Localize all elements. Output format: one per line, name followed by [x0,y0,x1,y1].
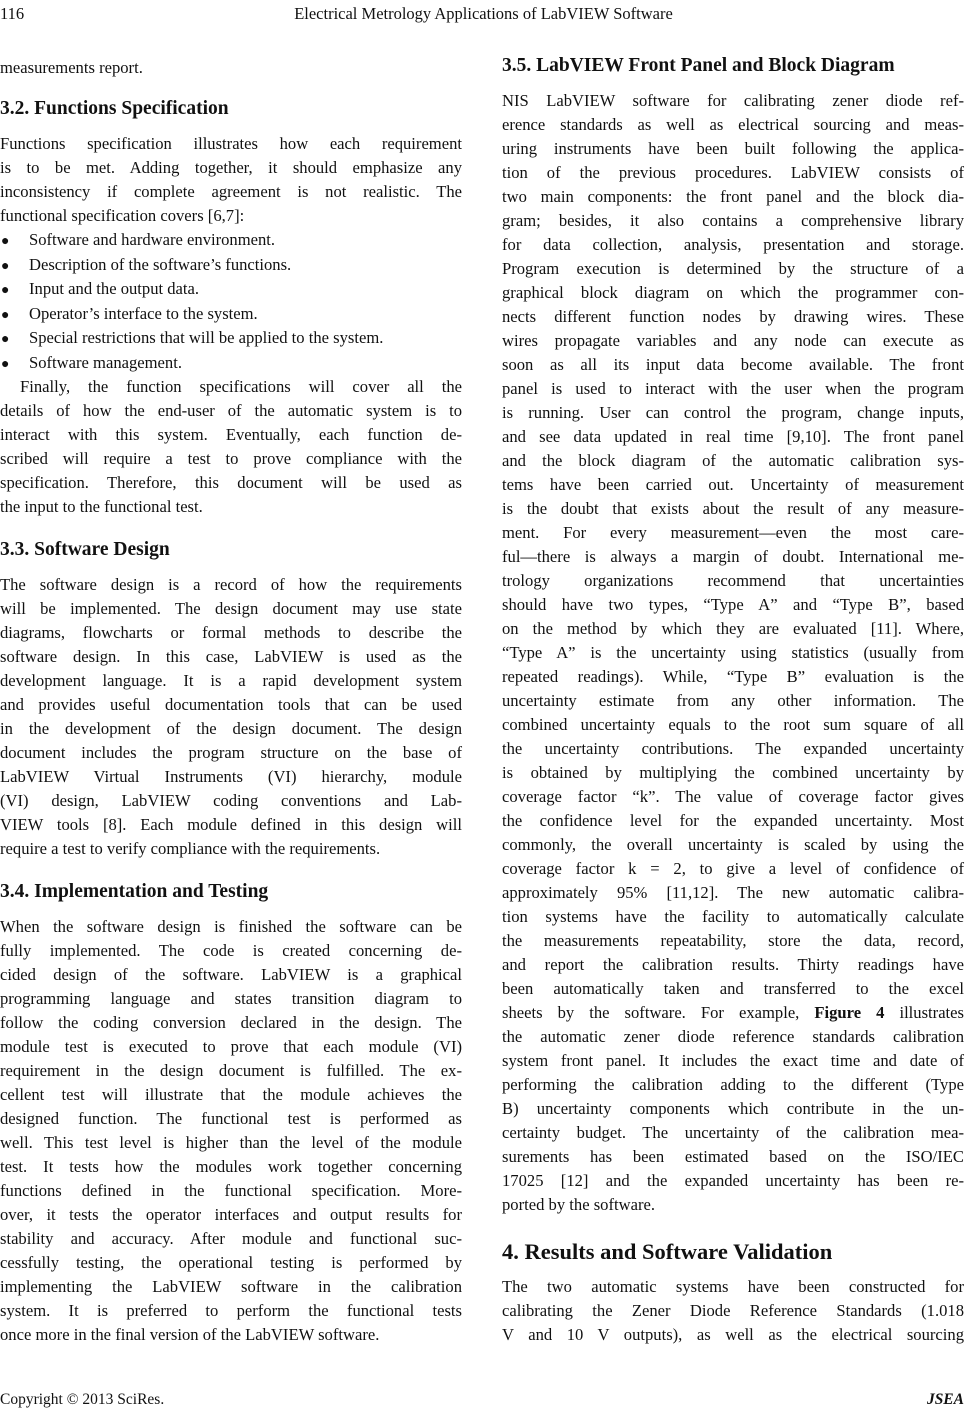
paragraph-line: in the development of the design document. The design [0,719,462,738]
bullet-icon: ● [1,258,10,274]
section-3-4-paragraph [0,915,462,1347]
paragraph-line: the confidence level for the expanded uncertainty. Most [502,811,964,830]
paragraph-line: test. It tests how the modules work together concerning [0,1157,462,1176]
paragraph-line: combined uncertainty equals to the root sum square of all [502,715,964,734]
paragraph-line: implementing the LabVIEW software in the calibration [0,1277,462,1296]
paragraph-line: V and 10 V outputs), as well as the electrical sourcing [502,1325,964,1344]
paragraph-line: the input to the functional test. [0,497,203,516]
paragraph-line: system. It is preferred to perform the functional tests [0,1301,462,1320]
section-heading-3-4: 3.4. Implementation and Testing [0,881,269,902]
bullet-item [0,351,462,376]
paragraph-line: wires propagate variables and any node can execute as [502,331,964,350]
paragraph-line: uncertainty estimate from any other information. The [502,691,964,710]
paragraph-line-with-figure-ref [502,1001,964,1025]
paragraph-line: cellent test will illustrate that the module achieves the [0,1085,462,1104]
paragraph-line: once more in the final version of the LabVIEW software. [0,1325,380,1344]
section-heading-3-3: 3.3. Software Design [0,539,170,560]
bullet-icon: ● [1,332,10,347]
paragraph-line: The software design is a record of how the requirements [0,575,462,594]
bullet-text: Description of the software’s functions. [29,254,292,274]
section-4-paragraph [502,1275,964,1347]
paragraph-line: two main components: the front panel and the block dia- [502,187,964,206]
paragraph-line: stability and accuracy. After module and functional suc- [0,1229,462,1248]
paragraph-line: cessfully testing, the operational testing is performed by [0,1253,462,1272]
paragraph-line: Functions specification illustrates how each requirement [0,134,462,153]
paragraph-line: tion systems have the facility to automatically calculate [502,907,964,926]
paragraph-line: for data collection, analysis, presentation and storage. [502,235,964,254]
paragraph-line: LabVIEW Virtual Instruments (VI) hierarchy, module [0,767,462,786]
paragraph-line: is running. User can control the program, change inputs, [502,403,964,422]
section-3-2-closing-paragraph [0,375,462,519]
paragraph-line: uring instruments have been built following the applica- [502,139,964,158]
paragraph-line: should have two types, “Type A” and “Type B”, based [502,595,964,614]
paragraph-line: soon as all its input data become available. The front [502,355,964,374]
paragraph-line: measurements report. [0,58,143,77]
bullet-item [0,302,462,327]
figure-4-reference-link[interactable]: Figure 4 [814,1003,885,1022]
paragraph-line: and the block diagram of the automatic calibration sys- [502,451,964,470]
paragraph-line: been automatically taken and transferred to the excel [502,979,964,998]
paragraph-line: repeated readings). While, “Type B” evaluation is the [502,667,964,686]
journal-abbreviation: JSEA [926,1391,964,1408]
paragraph-line: software design. In this case, LabVIEW is used as the [0,647,462,666]
paragraph-line: erence standards as well as electrical sourcing and meas- [502,115,964,134]
copyright-notice: Copyright © 2013 SciRes. [0,1391,165,1408]
paragraph-line: certainty budget. The uncertainty of the calibration mea- [502,1123,964,1142]
paragraph-line: (VI) design, LabVIEW coding conventions and Lab- [0,791,462,810]
paragraph-line: functions defined in the functional specification. More- [0,1181,462,1200]
paragraph-line: over, it tests the operator interfaces and output results for [0,1205,462,1224]
bullet-icon: ● [1,234,10,249]
section-heading-3-5: 3.5. LabVIEW Front Panel and Block Diagram [502,55,895,76]
paragraph-line: development language. It is a rapid development system [0,671,462,690]
paragraph-line: nects different function nodes by drawing wires. These [502,307,964,326]
paragraph-line: The two automatic systems have been constructed for [502,1277,964,1296]
paragraph-line: and report the calibration results. Thirty readings have [502,955,964,974]
left-column [0,56,462,1347]
running-header [0,4,967,24]
paragraph-line: 17025 [12] and the expanded uncertainty has been re- [502,1171,964,1190]
paragraph-line: is to be met. Adding together, it should emphasize any [0,158,462,177]
paragraph-line: the measurements repeatability, store the data, record, [502,931,964,950]
paragraph-line: is the doubt that exists about the result of any measure- [502,499,964,518]
paragraph-line: surements has been estimated based on the ISO/IEC [502,1147,964,1166]
paragraph-line: Program execution is determined by the structure of a [502,259,964,278]
bullet-text: Input and the output data. [29,279,200,298]
paragraph-line: NIS LabVIEW software for calibrating zener diode ref- [502,91,964,110]
bullet-item [0,277,462,302]
paragraph-line: scribed will require a test to prove compliance with the [0,449,462,468]
paragraph-line: coverage factor “k”. The value of coverage factor gives [502,787,964,806]
bullet-item [0,326,462,351]
section-heading-3-2: 3.2. Functions Specification [0,98,229,119]
bullet-item [0,228,462,253]
paragraph-line: ment. For every measurement—even the most care- [502,523,964,542]
paragraph-line: graphical block diagram on which the programmer con- [502,283,964,302]
paragraph-line: approximately 95% [11,12]. The new automatic calibra- [502,883,964,902]
paragraph-line: coverage factor k = 2, to give a level of confidence of [502,859,964,878]
paragraph-line: the uncertainty contributions. The expanded uncertainty [502,739,964,758]
paragraph-line: require a test to verify compliance with the requirements. [0,839,381,858]
paragraph-line: calibrating the Zener Diode Reference Standards (1.018 [502,1301,964,1320]
paragraph-line: is obtained by multiplying the combined uncertainty by [502,763,964,782]
paragraph-line: Finally, the function specifications will cover all the [20,377,462,396]
paragraph-line: inconsistency if complete agreement is not realistic. The [0,182,462,201]
paragraph-line: gram; besides, it also contains a comprehensive library [502,211,964,230]
paragraph-line: trology organizations recommend that uncertainties [502,571,964,590]
bullet-text: Software management. [29,352,182,372]
bullet-item [0,253,462,278]
paragraph-line: specification. Therefore, this document will be used as [0,473,462,492]
paragraph-line: VIEW tools [8]. Each module defined in this design will [0,815,462,834]
paragraph-line: document includes the program structure on the base of [0,743,462,762]
paragraph-line: well. This test level is higher than the level of the module [0,1133,462,1152]
paragraph-line: B) uncertainty components which contribute in the un- [502,1099,964,1118]
section-3-5-paragraph [502,89,964,1217]
paragraph-line: system front panel. It includes the exact time and date of [502,1051,964,1070]
bullet-icon: ● [1,283,10,298]
paragraph-line: tems have been carried out. Uncertainty of measurement [502,475,964,494]
section-heading-4: 4. Results and Software Validation [502,1239,833,1264]
paragraph-line: module test is executed to prove that each module (VI) [0,1037,462,1056]
bullet-text: Software and hardware environment. [29,230,276,249]
paragraph-line: the automatic zener diode reference standards calibration [502,1027,964,1046]
page-footer [0,1390,967,1410]
paragraph-line: and see data updated in real time [9,10]. The front panel [502,427,964,446]
running-title: Electrical Metrology Applications of LabVIEW Software [294,4,673,23]
right-column [502,53,964,1347]
paragraph-line: cided design of the software. LabVIEW is a graphical [0,965,462,984]
paragraph-line: performing the calibration adding to the different (Type [502,1075,964,1094]
paragraph-line: ful—there is always a margin of doubt. International me- [502,547,964,566]
paragraph-line: “Type A” is the uncertainty using statistics (usually from [502,643,964,662]
text-run: sheets by the software. For example, [502,1003,815,1022]
paragraph-line: tion of the previous procedures. LabVIEW consists of [502,163,964,182]
paragraph-line: diagrams, flowcharts or formal methods to describe the [0,623,462,642]
functional-spec-bullet-list [0,228,462,375]
paragraph-line: designed function. The functional test is performed as [0,1109,462,1128]
section-3-2-paragraph [0,132,462,228]
paragraph-line: details of how the end-user of the automatic system is to [0,401,462,420]
paragraph-line: on the method by which they are evaluated [11]. Where, [502,619,964,638]
paragraph-line: When the software design is finished the software can be [0,917,462,936]
bullet-text: Operator’s interface to the system. [29,303,258,323]
paragraph-line: commonly, the overall uncertainty is scaled by using the [502,835,964,854]
paragraph-line: requirement in the design document is fulfilled. The ex- [0,1061,462,1080]
paragraph-line: and provides useful documentation tools that can be used [0,695,462,714]
bullet-text: Special restrictions that will be applied to the system. [29,328,384,347]
paragraph-line: ported by the software. [502,1195,655,1214]
page-number: 116 [0,4,25,23]
bullet-icon: ● [1,356,10,372]
paragraph-line: functional specification covers [6,7]: [0,206,245,225]
section-3-3-paragraph [0,573,462,861]
paragraph-line: fully implemented. The code is created concerning de- [0,941,462,960]
bullet-icon: ● [1,307,10,323]
paragraph-line: programming language and states transition diagram to [0,989,462,1008]
paragraph-line: panel is used to interact with the user when the program [502,379,964,398]
paragraph-line: will be implemented. The design document may use state [0,599,462,618]
paragraph-line: interact with this system. Eventually, each function de- [0,425,462,444]
text-run: illustrates [884,1003,964,1022]
paragraph-line: follow the coding conversion declared in the design. The [0,1013,462,1032]
